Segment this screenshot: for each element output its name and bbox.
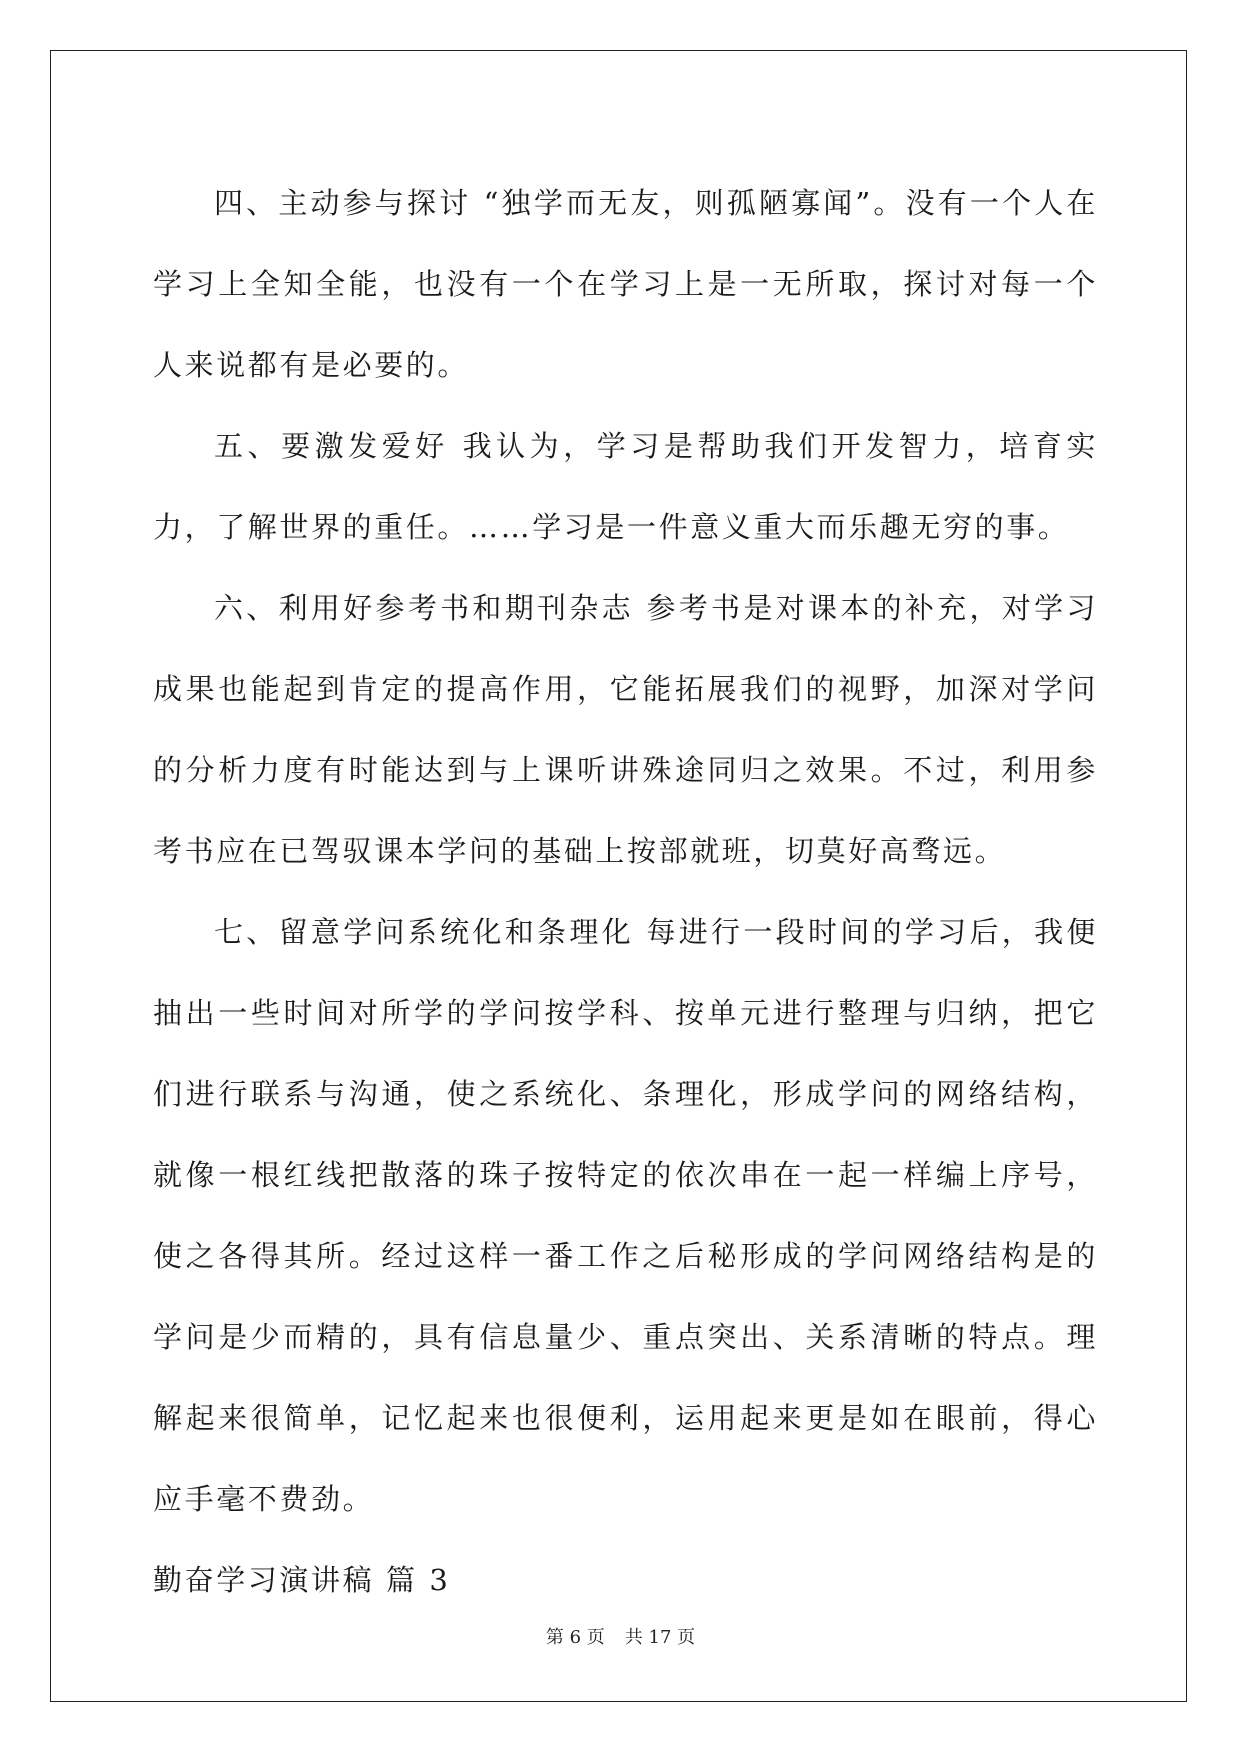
- paragraph-discussion: 四、主动参与探讨 “独学而无友，则孤陋寡闻”。没有一个人在学习上全知全能，也没有一个在学习上是一无所取，探讨对每一个人来说都有是必要的。: [153, 186, 1098, 382]
- section-heading: 勤奋学习演讲稿 篇 3: [153, 1563, 451, 1597]
- document-body: [153, 163, 1098, 1621]
- paragraph-interest: 五、要激发爱好 我认为，学习是帮助我们开发智力，培育实力，了解世界的重任。……学习是一件意义重大而乐趣无穷的事。: [153, 429, 1098, 544]
- page-number: 第 6 页: [545, 1627, 605, 1648]
- page-total: 共 17 页: [624, 1627, 696, 1648]
- page-footer: [0, 1623, 1241, 1649]
- paragraph-reference-books: 六、利用好参考书和期刊杂志 参考书是对课本的补充，对学习成果也能起到肯定的提高作用，它能拓展我们的视野，加深对学问的分析力度有时能达到与上课听讲殊途同归之效果。不过，利用参考书应在已驾驭课本学问的基础上按部就班，切莫好高骛远。: [153, 591, 1098, 868]
- paragraph-systematize: 七、留意学问系统化和条理化 每进行一段时间的学习后，我便抽出一些时间对所学的学问按学科、按单元进行整理与归纳，把它们进行联系与沟通，使之系统化、条理化，形成学问的网络结构，就像一根红线把散落的珠子按特定的依次串在一起一样编上序号，使之各得其所。经过这样一番工作之后秘形成的学问网络结构是的学问是少而精的，具有信息量少、重点突出、关系清晰的特点。理解起来很简单，记忆起来也很便利，运用起来更是如在眼前，得心应手毫不费劲。: [153, 915, 1098, 1516]
